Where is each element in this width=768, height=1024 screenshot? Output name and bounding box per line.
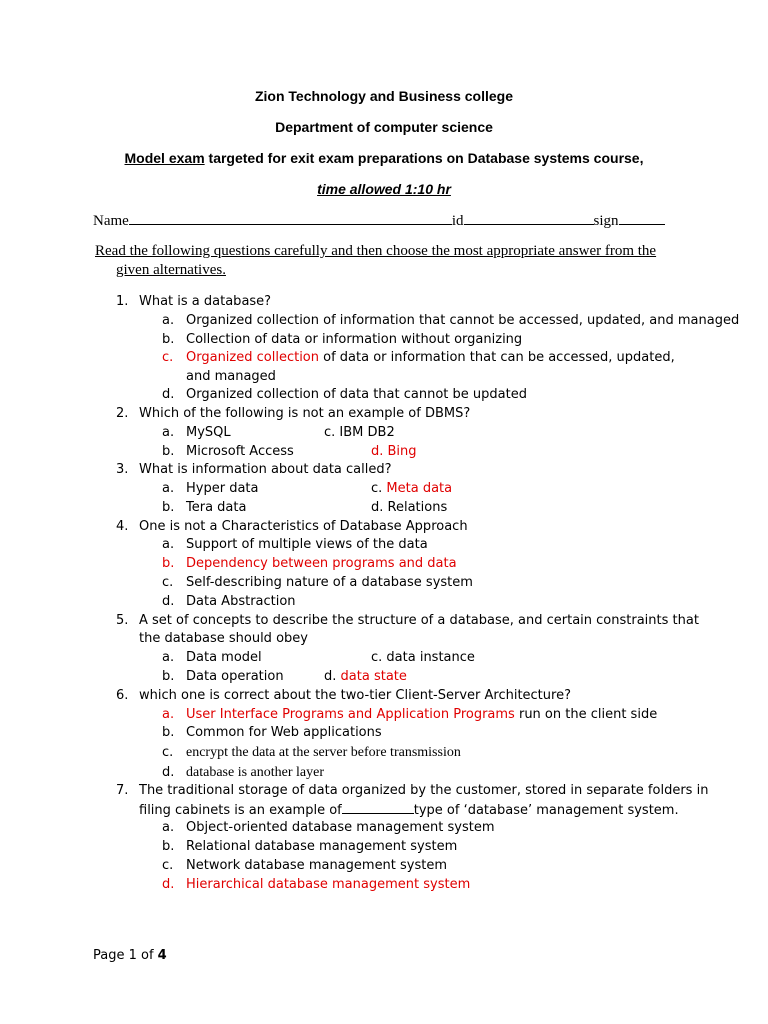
option-letter: a. [162, 313, 175, 328]
sign-label: sign [593, 213, 619, 229]
instructions-line2: given alternatives. [116, 262, 226, 278]
option-text: Hierarchical database management system [186, 877, 471, 892]
q3-option-a[interactable]: Hyper data [186, 481, 259, 496]
question-text: One is not a Characteristics of Database Approach [139, 519, 468, 534]
option-text: Dependency between programs and data [186, 556, 457, 571]
answer-highlight: Organized collection [186, 350, 319, 365]
question-text: type of ‘database’ management system. [413, 803, 679, 818]
option-letter: b. [162, 444, 175, 459]
q2-option-c[interactable]: c. IBM DB2 [324, 425, 395, 440]
option-text: run on the client side [514, 707, 658, 722]
option-letter: b. [162, 500, 175, 515]
fill-in-blank[interactable] [342, 801, 414, 814]
id-label: id [451, 213, 464, 229]
option-letter: a. [162, 537, 175, 552]
question-text: the database should obey [139, 631, 308, 646]
option-text: Collection of data or information without organizing [186, 332, 523, 347]
option-text: Network database management system [186, 858, 448, 873]
question-text: filing cabinets is an example of [139, 803, 342, 818]
sign-field[interactable] [619, 211, 665, 225]
option-text: Data Abstraction [186, 594, 296, 609]
option-letter: a. [162, 707, 175, 722]
option-letter: a. [162, 820, 175, 835]
id-field[interactable] [464, 211, 594, 225]
option-text: of data or information that can be accessed, updated, [319, 350, 675, 365]
instructions-line1: Read the following questions carefully and then choose the most appropriate answer from the [95, 243, 657, 259]
time-allowed [0, 181, 768, 197]
question-number: 7. [116, 783, 129, 798]
question-number: 2. [116, 406, 129, 421]
college-title: Zion Technology and Business college [254, 88, 513, 104]
exam-title-rest: targeted for exit exam preparations on Database systems course, [204, 150, 644, 166]
q5-option-d[interactable] [324, 668, 407, 686]
question-text: A set of concepts to describe the structure of a database, and certain constraints that [139, 613, 699, 628]
option-letter: d. [324, 669, 337, 684]
question-text: Which of the following is not an example of DBMS? [139, 406, 471, 421]
question-number: 4. [116, 519, 129, 534]
option-text: Self-describing nature of a database system [186, 575, 473, 590]
question-text: The traditional storage of data organized by the customer, stored in separate folders in [139, 783, 709, 798]
answer-highlight: User Interface Programs and Application Programs [186, 707, 515, 722]
q5-option-a[interactable]: Data model [186, 650, 262, 665]
option-text: Organized collection of data that cannot be updated [186, 387, 527, 402]
question-number: 6. [116, 688, 129, 703]
option-letter: b. [162, 556, 175, 571]
option-text: encrypt the data at the server before transmission [186, 745, 461, 760]
q3-option-b[interactable]: Tera data [186, 500, 247, 515]
question-number: 1. [116, 294, 129, 309]
option-letter: b. [162, 839, 175, 854]
option-text: Common for Web applications [186, 725, 382, 740]
q3-option-c[interactable] [371, 480, 452, 498]
option-letter: c. [162, 575, 174, 590]
option-text: Support of multiple views of the data [186, 537, 428, 552]
answer-highlight: data state [340, 669, 407, 684]
option-letter: d. [162, 877, 175, 892]
option-text: and managed [186, 369, 276, 384]
q5-option-c[interactable]: c. data instance [371, 650, 475, 665]
question-text: What is a database? [139, 294, 272, 309]
question-number: 3. [116, 462, 129, 477]
q2-option-a[interactable]: MySQL [186, 425, 231, 440]
student-info-line [93, 211, 665, 230]
option-letter: a. [162, 650, 175, 665]
option-letter: a. [162, 481, 175, 496]
option-letter: a. [162, 425, 175, 440]
q3-option-d[interactable]: d. Relations [371, 500, 448, 515]
page-footer [93, 948, 167, 963]
exam-title-prefix: Model exam [124, 150, 205, 166]
department-title: Department of computer science [275, 119, 493, 135]
name-field[interactable] [129, 211, 452, 225]
option-letter: d. [162, 387, 175, 402]
name-label: Name [93, 213, 129, 229]
option-letter: c. [371, 481, 383, 496]
option-letter: c. [162, 745, 174, 760]
option-letter: c. [162, 350, 174, 365]
option-text: Relational database management system [186, 839, 458, 854]
question-number: 5. [116, 613, 129, 628]
q2-option-d[interactable]: d. Bing [371, 444, 417, 459]
question-text: which one is correct about the two-tier Client-Server Architecture? [139, 688, 571, 703]
option-text: Object-oriented database management system [186, 820, 495, 835]
option-letter: b. [162, 332, 175, 347]
page-total: 4 [157, 948, 167, 963]
exam-title [0, 150, 768, 166]
option-letter: d. [162, 594, 175, 609]
page-label: Page 1 of [93, 948, 158, 963]
option-letter: c. [162, 858, 174, 873]
time-allowed-text: time allowed 1:10 hr [317, 181, 451, 197]
answer-highlight: Meta data [386, 481, 453, 496]
option-letter: b. [162, 725, 175, 740]
q5-option-b[interactable]: Data operation [186, 669, 284, 684]
option-text: Organized collection of information that cannot be accessed, updated, and managed [186, 313, 740, 328]
option-letter: d. [162, 765, 175, 780]
q2-option-b[interactable]: Microsoft Access [186, 444, 294, 459]
option-letter: b. [162, 669, 175, 684]
question-text: What is information about data called? [139, 462, 392, 477]
option-text: database is another layer [186, 765, 324, 780]
